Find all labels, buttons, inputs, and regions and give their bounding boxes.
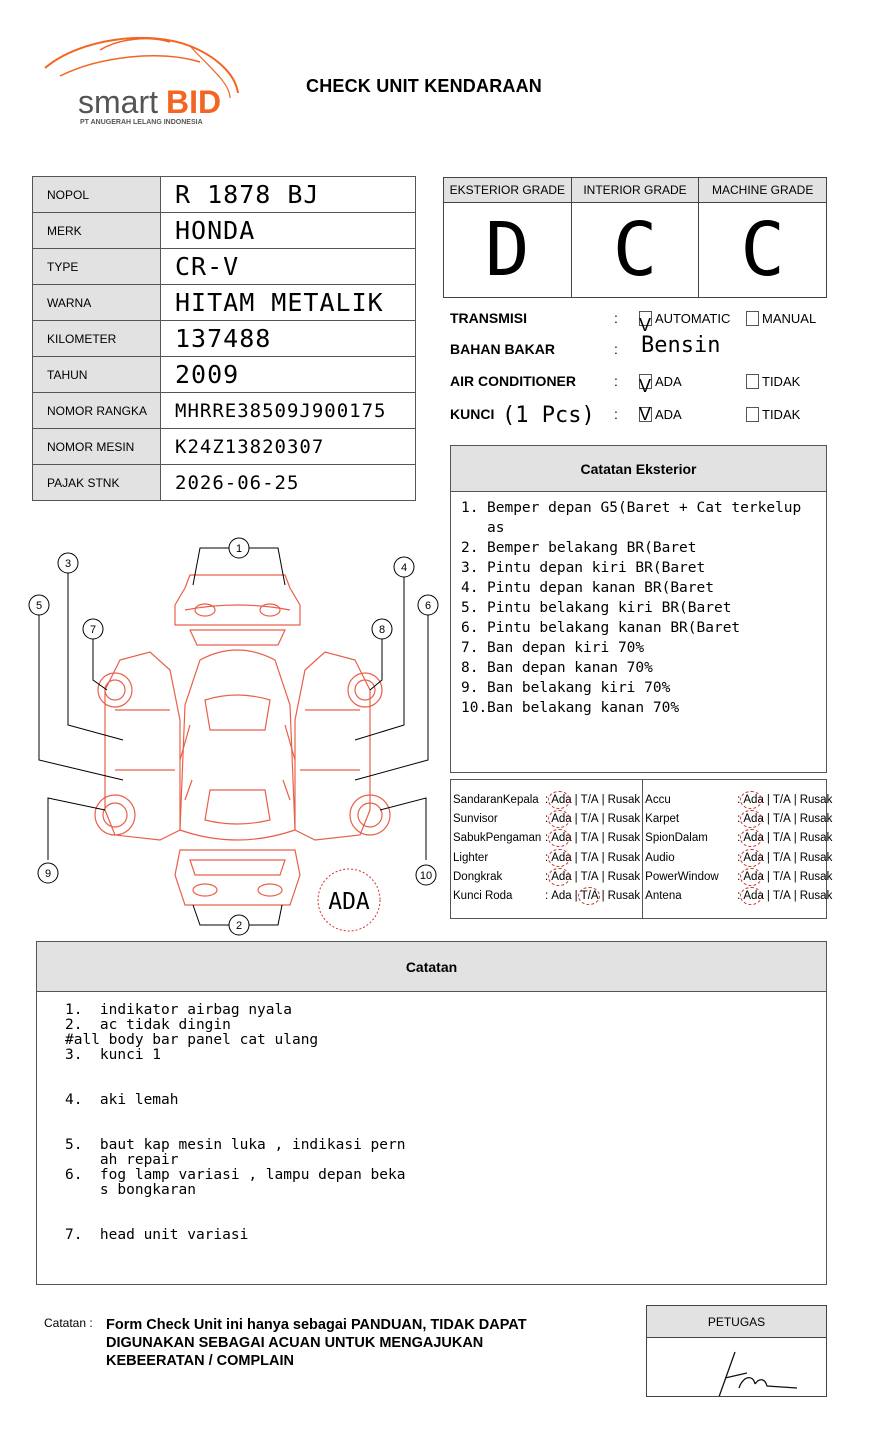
spec-label: AIR CONDITIONER (450, 373, 576, 389)
accessory-colon: : (545, 890, 549, 903)
petugas-box (646, 1305, 827, 1397)
note-number: 10. (461, 700, 488, 716)
selected-circle-icon (548, 849, 570, 867)
logo-text-bid: BID (166, 84, 222, 120)
accessory-colon: : (545, 851, 549, 864)
accessory-name: SabukPengaman (453, 832, 542, 845)
accessory-colon: : (737, 793, 741, 806)
vehicle-row (33, 357, 416, 393)
accessory-option (773, 852, 791, 864)
accessory-option (743, 813, 763, 825)
accessory-option (551, 890, 571, 902)
accessory-colon: : (737, 812, 741, 825)
note-line: 6. fog lamp variasi , lampu depan beka (65, 1167, 406, 1183)
check-mark-icon: V (639, 315, 652, 335)
accessory-option (551, 852, 571, 864)
option-separator: | (601, 832, 605, 845)
accessory-option (800, 832, 833, 844)
accessory-option-label: T/A (772, 832, 791, 845)
callout-number: 5 (35, 600, 43, 612)
vehicle-row (33, 213, 416, 249)
check-mark-icon: V (639, 376, 652, 396)
spec-label: BAHAN BAKAR (450, 341, 555, 357)
selected-circle-icon (548, 868, 570, 886)
accessory-option-label: Ada (551, 851, 572, 864)
note-number: 7. (461, 640, 479, 656)
note-line: 5. baut kap mesin luka , indikasi pern (65, 1137, 406, 1153)
exterior-note-item (461, 658, 814, 678)
accessory-name: Karpet (645, 812, 680, 825)
vehicle-row (33, 321, 416, 357)
vehicle-field-value: K24Z13820307 (161, 429, 416, 465)
accessory-option-label: T/A (580, 870, 599, 883)
accessory-option-label: Ada (743, 832, 764, 845)
accessory-option-label: Rusak (799, 870, 833, 883)
note-line: 4. aki lemah (65, 1092, 179, 1108)
option-separator: | (793, 793, 797, 806)
accessory-row (453, 809, 640, 828)
option-separator: | (574, 832, 578, 845)
accessory-option (608, 890, 641, 902)
accessory-option (581, 794, 599, 806)
accessory-row (645, 848, 832, 867)
exterior-note-item (461, 578, 814, 598)
accessory-option-label: Rusak (607, 851, 641, 864)
grade-value: C (612, 207, 658, 293)
accessories-left-column (451, 780, 643, 918)
exterior-notes-title: Catatan Eksterior (451, 446, 826, 492)
option-separator: | (793, 851, 797, 864)
accessory-option (800, 813, 833, 825)
accessory-option (581, 813, 599, 825)
accessory-option-label: Rusak (607, 832, 641, 845)
accessory-option (773, 813, 791, 825)
spec-label: KUNCI (450, 406, 495, 422)
accessory-option-label: Ada (743, 812, 764, 825)
spec-colon: : (614, 406, 618, 422)
accessory-row (453, 886, 640, 905)
accessory-colon: : (545, 812, 549, 825)
option-separator: | (766, 851, 770, 864)
accessory-option (581, 832, 599, 844)
accessory-row (645, 809, 832, 828)
note-number: 1. (461, 500, 479, 516)
option-separator: | (574, 793, 578, 806)
note-number: 6. (461, 620, 479, 636)
signature-icon (647, 1338, 826, 1396)
accessory-option-label: Ada (743, 851, 764, 864)
accessory-option (581, 852, 599, 864)
accessory-option (608, 871, 641, 883)
petugas-label: PETUGAS (647, 1306, 826, 1338)
note-text: Pintu belakang kiri BR(Baret (487, 600, 732, 616)
accessory-option (551, 813, 571, 825)
accessory-option (608, 832, 641, 844)
fuel-value: Bensin (641, 333, 721, 358)
note-text: Bemper depan G5(Baret + Cat terkelup as (487, 500, 802, 536)
accessory-name: PowerWindow (645, 870, 719, 883)
accessory-option (800, 852, 833, 864)
accessory-name: Audio (645, 851, 675, 864)
accessory-option-label: T/A (772, 812, 791, 825)
accessory-name: Sunvisor (453, 812, 498, 825)
accessory-option-label: Ada (743, 870, 764, 883)
checkbox-kunci-tidak[interactable] (746, 407, 759, 422)
vehicle-field-label: MERK (33, 213, 161, 249)
note-number: 8. (461, 660, 479, 676)
stamp-text: ADA (328, 889, 370, 915)
accessory-option-label: Ada (551, 890, 572, 903)
option-separator: | (601, 812, 605, 825)
vehicle-field-label: NOMOR MESIN (33, 429, 161, 465)
accessory-option-label: Ada (551, 832, 572, 845)
exterior-note-item (461, 558, 814, 578)
accessory-option-label: T/A (772, 890, 791, 903)
vehicle-field-label: PAJAK STNK (33, 465, 161, 501)
vehicle-field-label: TYPE (33, 249, 161, 285)
notes-panel (36, 941, 827, 1285)
callout-number: 4 (400, 562, 408, 574)
option-tidak: TIDAK (762, 374, 801, 389)
accessory-row (645, 790, 832, 809)
option-separator: | (766, 793, 770, 806)
callout-number: 10 (419, 870, 433, 882)
accessory-option-label: Rusak (799, 832, 833, 845)
selected-circle-icon (548, 829, 570, 847)
vehicle-row (33, 177, 416, 213)
vehicle-field-value: 2026-06-25 (161, 465, 416, 501)
option-separator: | (793, 812, 797, 825)
vehicle-info-table (32, 176, 416, 501)
exterior-note-item (461, 618, 814, 638)
option-separator: | (574, 870, 578, 883)
note-line: s bongkaran (65, 1182, 196, 1198)
logo-text-smart: smart (78, 84, 158, 120)
car-diagram-svg (20, 530, 450, 940)
accessory-name: Accu (645, 793, 671, 806)
selected-circle-icon (548, 810, 570, 828)
grade-interior (572, 178, 700, 297)
option-separator: | (574, 890, 578, 903)
accessory-option-label: Rusak (799, 793, 833, 806)
checkbox-manual[interactable] (746, 311, 759, 326)
accessory-option (743, 852, 763, 864)
notes-title: Catatan (37, 942, 826, 992)
note-number: 5. (461, 600, 479, 616)
accessories-right-column (643, 780, 834, 918)
accessory-row (645, 867, 832, 886)
accessory-option-label: T/A (580, 793, 599, 806)
accessory-name: Lighter (453, 851, 489, 864)
accessory-row (453, 867, 640, 886)
grade-table (443, 177, 827, 298)
kunci-count: (1 Pcs) (502, 403, 595, 428)
accessory-option (743, 871, 763, 883)
exterior-note-item (461, 598, 814, 618)
accessory-option-label: Ada (551, 870, 572, 883)
accessory-name: Kunci Roda (453, 890, 513, 903)
accessory-option-label: T/A (580, 851, 599, 864)
accessory-option-label: Ada (551, 793, 572, 806)
vehicle-field-value: HONDA (161, 213, 416, 249)
accessory-option (608, 813, 641, 825)
note-line: 3. kunci 1 (65, 1047, 162, 1063)
document-title: CHECK UNIT KENDARAAN (306, 76, 542, 96)
spec-colon: : (614, 341, 618, 357)
accessory-colon: : (737, 870, 741, 883)
accessory-option-label: Ada (743, 890, 764, 903)
accessory-option (581, 890, 599, 902)
note-line: ah repair (65, 1152, 179, 1168)
exterior-note-item (461, 498, 814, 538)
note-number: 9. (461, 680, 479, 696)
exterior-notes-panel (450, 445, 827, 773)
option-ada: ADA (655, 407, 682, 422)
option-ada: ADA (655, 374, 682, 389)
accessory-option (551, 832, 571, 844)
accessory-option-label: Ada (551, 812, 572, 825)
callout-number: 3 (64, 558, 72, 570)
accessory-colon: : (545, 793, 549, 806)
selected-circle-icon (740, 829, 762, 847)
accessory-colon: : (737, 890, 741, 903)
accessory-option (773, 871, 791, 883)
accessory-row (453, 790, 640, 809)
accessory-option-label: Rusak (607, 890, 641, 903)
option-automatic: AUTOMATIC (655, 311, 731, 326)
vehicle-field-value: 2009 (161, 357, 416, 393)
grade-exterior (444, 178, 572, 297)
vehicle-field-value: 137488 (161, 321, 416, 357)
accessory-colon: : (545, 832, 549, 845)
accessory-option-label: T/A (580, 812, 599, 825)
vehicle-field-value: R 1878 BJ (161, 177, 416, 213)
callout-number: 1 (235, 543, 243, 555)
accessory-colon: : (737, 851, 741, 864)
exterior-notes-list (451, 492, 826, 718)
vehicle-field-value: HITAM METALIK (161, 285, 416, 321)
accessory-name: Dongkrak (453, 870, 503, 883)
note-text: Pintu depan kanan BR(Baret (487, 580, 714, 596)
accessory-option-label: T/A (580, 890, 599, 903)
note-number: 2. (461, 540, 479, 556)
accessory-option-label: Rusak (607, 793, 641, 806)
accessory-colon: : (545, 870, 549, 883)
option-separator: | (766, 832, 770, 845)
accessory-option (773, 832, 791, 844)
vehicle-row (33, 285, 416, 321)
grade-value: D (485, 207, 530, 293)
note-text: Pintu belakang kanan BR(Baret (487, 620, 741, 636)
accessory-option-label: Rusak (799, 890, 833, 903)
note-text: Ban depan kiri 70% (487, 640, 645, 656)
check-mark-icon: V (639, 404, 652, 424)
selected-circle-icon (548, 791, 570, 809)
option-separator: | (601, 793, 605, 806)
option-separator: | (793, 870, 797, 883)
grade-label: EKSTERIOR GRADE (444, 178, 571, 203)
callout-number: 6 (424, 600, 432, 612)
vehicle-field-value: CR-V (161, 249, 416, 285)
accessory-option (743, 832, 763, 844)
vehicle-row (33, 249, 416, 285)
vehicle-field-label: KILOMETER (33, 321, 161, 357)
note-text: Bemper belakang BR(Baret (487, 540, 697, 556)
note-line: 2. ac tidak dingin (65, 1017, 231, 1033)
disclaimer-text: Form Check Unit ini hanya sebagai PANDUAN, TIDAK DAPAT DIGUNAKAN SEBAGAI ACUAN UNTUK MENGAJUKAN KEBEERATAN / COMPLAIN (106, 1317, 527, 1369)
callout-number: 2 (235, 920, 243, 932)
option-separator: | (574, 812, 578, 825)
selected-circle-icon (578, 887, 600, 905)
car-damage-diagram (20, 530, 450, 940)
accessory-option (800, 794, 833, 806)
accessory-option-label: T/A (772, 870, 791, 883)
option-separator: | (793, 890, 797, 903)
accessory-option (581, 871, 599, 883)
note-number: 3. (461, 560, 479, 576)
grade-label: MACHINE GRADE (699, 178, 826, 203)
spec-label: TRANSMISI (450, 310, 527, 326)
vehicle-field-label: NOMOR RANGKA (33, 393, 161, 429)
spec-colon: : (614, 373, 618, 389)
note-text: Ban belakang kanan 70% (487, 700, 680, 716)
accessory-option (743, 794, 763, 806)
accessory-row (453, 848, 640, 867)
accessory-option (773, 890, 791, 902)
accessory-option-label: T/A (772, 793, 791, 806)
accessory-row (645, 829, 832, 848)
vehicle-field-label: WARNA (33, 285, 161, 321)
note-line: #all body bar panel cat ulang (65, 1032, 319, 1048)
accessory-option-label: Ada (743, 793, 764, 806)
accessory-option-label: T/A (580, 832, 599, 845)
grade-machine (699, 178, 826, 297)
accessory-name: SpionDalam (645, 832, 708, 845)
selected-circle-icon (740, 887, 762, 905)
accessory-row (645, 886, 832, 905)
accessory-option-label: Rusak (607, 870, 641, 883)
accessory-colon: : (737, 832, 741, 845)
note-text: Ban depan kanan 70% (487, 660, 653, 676)
exterior-note-item (461, 678, 814, 698)
callout-number: 9 (44, 868, 52, 880)
vehicle-field-label: NOPOL (33, 177, 161, 213)
option-separator: | (766, 890, 770, 903)
accessory-option (800, 890, 833, 902)
vehicle-field-label: TAHUN (33, 357, 161, 393)
logo-company: PT ANUGERAH LELANG INDONESIA (80, 119, 203, 126)
accessory-option (551, 871, 571, 883)
accessory-option (551, 794, 571, 806)
callout-number: 7 (89, 624, 97, 636)
option-separator: | (601, 851, 605, 864)
option-manual: MANUAL (762, 311, 817, 326)
grade-value: C (740, 207, 785, 293)
option-tidak: TIDAK (762, 407, 801, 422)
vehicle-row (33, 465, 416, 501)
accessory-option (743, 890, 763, 902)
note-text: Ban belakang kiri 70% (487, 680, 671, 696)
option-separator: | (793, 832, 797, 845)
checkbox-ac-tidak[interactable] (746, 374, 759, 389)
accessory-option (800, 871, 833, 883)
accessory-option-label: Rusak (799, 812, 833, 825)
callout-number: 8 (378, 624, 386, 636)
selected-circle-icon (740, 849, 762, 867)
vehicle-field-value: MHRRE38509J900175 (161, 393, 416, 429)
accessory-option-label: Rusak (799, 851, 833, 864)
vehicle-row (33, 429, 416, 465)
footer-label: Catatan : (44, 1316, 93, 1330)
accessory-option-label: T/A (772, 851, 791, 864)
grade-label: INTERIOR GRADE (572, 178, 699, 203)
exterior-note-item (461, 698, 814, 718)
accessory-option (608, 794, 641, 806)
smartbid-logo (40, 28, 250, 133)
option-separator: | (766, 812, 770, 825)
option-separator: | (601, 870, 605, 883)
vehicle-row (33, 393, 416, 429)
accessory-name: Antena (645, 890, 682, 903)
note-number: 4. (461, 580, 479, 596)
exterior-note-item (461, 638, 814, 658)
note-text: Pintu depan kiri BR(Baret (487, 560, 706, 576)
selected-circle-icon (740, 791, 762, 809)
accessory-name: SandaranKepala (453, 793, 539, 806)
selected-circle-icon (740, 810, 762, 828)
option-separator: | (601, 890, 605, 903)
accessory-option-label: Rusak (607, 812, 641, 825)
option-separator: | (574, 851, 578, 864)
selected-circle-icon (740, 868, 762, 886)
accessories-panel (450, 779, 833, 919)
spec-colon: : (614, 310, 618, 326)
note-line: 7. head unit variasi (65, 1227, 249, 1243)
option-separator: | (766, 870, 770, 883)
note-line: 1. indikator airbag nyala (65, 1002, 292, 1018)
accessory-option (773, 794, 791, 806)
accessory-row (453, 829, 640, 848)
accessory-option (608, 852, 641, 864)
car-outline (95, 575, 390, 905)
exterior-note-item (461, 538, 814, 558)
